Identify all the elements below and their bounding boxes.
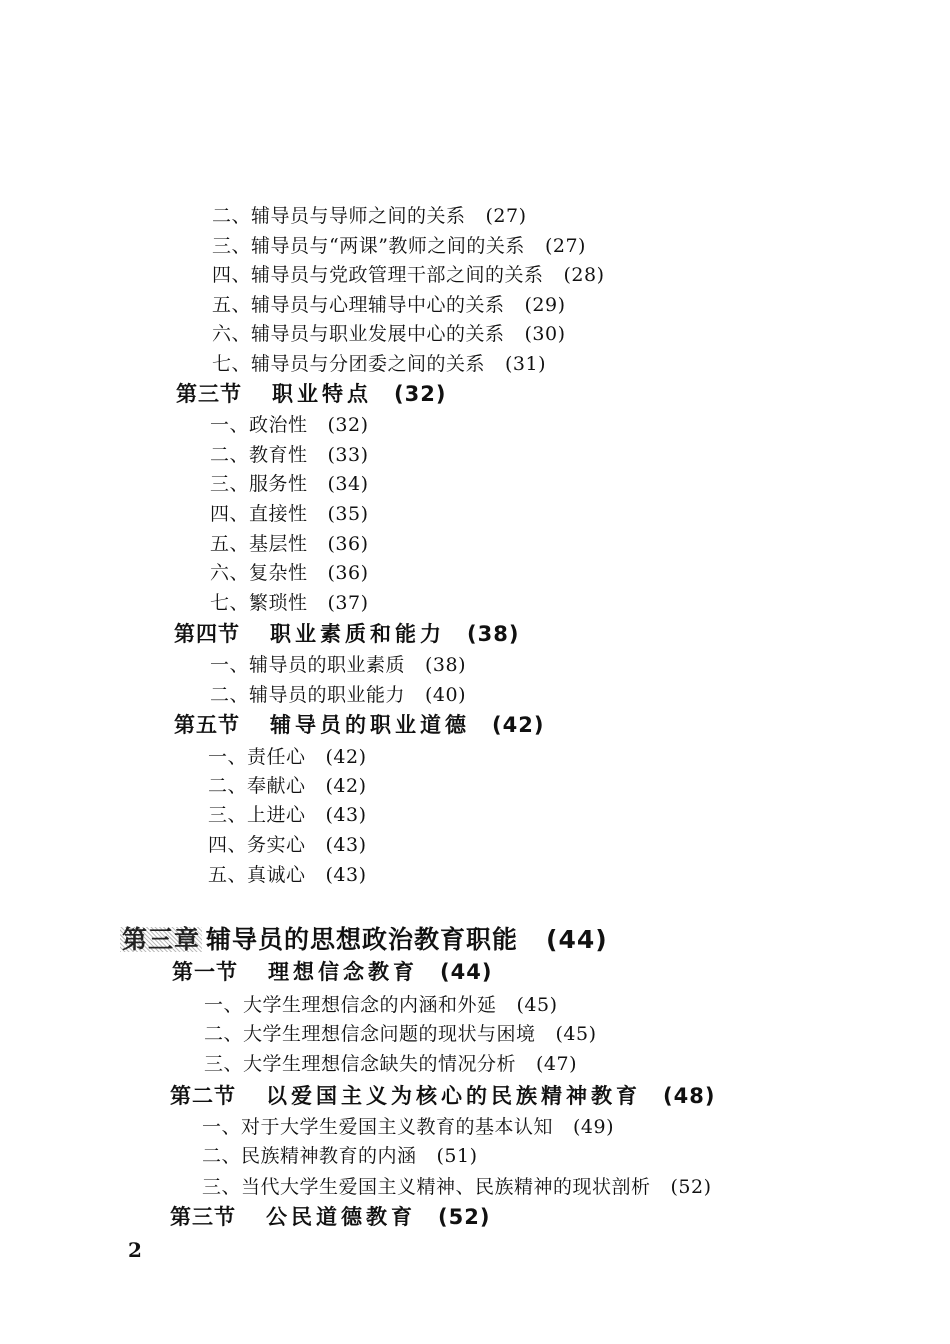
toc-item bbox=[208, 748, 367, 767]
toc-item-label: 一、大学生理想信念的内涵和外延 bbox=[204, 994, 497, 1016]
toc-item-page: (29) bbox=[524, 294, 566, 316]
toc-item-label: 三、当代大学生爱国主义精神、民族精神的现状剖析 bbox=[202, 1176, 651, 1198]
toc-item-page: (36) bbox=[327, 562, 369, 584]
toc-section-heading bbox=[170, 1207, 490, 1228]
section-label: 第三节 bbox=[176, 382, 242, 406]
toc-item bbox=[202, 1178, 712, 1197]
toc-item bbox=[208, 866, 367, 885]
toc-item-page: (45) bbox=[516, 994, 558, 1016]
section-title: 公民道德教育 bbox=[266, 1205, 416, 1229]
toc-item-page: (42) bbox=[325, 746, 367, 768]
toc-item bbox=[210, 505, 369, 524]
toc-section-heading bbox=[170, 1086, 715, 1107]
toc-item-label: 一、政治性 bbox=[210, 414, 308, 436]
section-label: 第一节 bbox=[172, 960, 238, 984]
toc-item-page: (45) bbox=[555, 1023, 597, 1045]
toc-item-page: (37) bbox=[327, 592, 369, 614]
page-number: 2 bbox=[128, 1238, 142, 1262]
toc-item-label: 四、辅导员与党政管理干部之间的关系 bbox=[212, 264, 544, 286]
toc-item-page: (28) bbox=[563, 264, 605, 286]
section-page: (32) bbox=[394, 382, 447, 406]
toc-item-label: 四、直接性 bbox=[210, 503, 308, 525]
toc-item-label: 一、责任心 bbox=[208, 746, 306, 768]
toc-item bbox=[212, 296, 566, 315]
section-title: 职业特点 bbox=[272, 382, 372, 406]
section-title: 职业素质和能力 bbox=[270, 622, 445, 646]
toc-item-page: (43) bbox=[325, 834, 367, 856]
toc-item-label: 七、繁琐性 bbox=[210, 592, 308, 614]
toc-item-label: 二、教育性 bbox=[210, 444, 308, 466]
toc-item-page: (27) bbox=[485, 205, 527, 227]
toc-item-label: 三、辅导员与“两课”教师之间的关系 bbox=[212, 235, 525, 257]
toc-item-page: (47) bbox=[536, 1053, 578, 1075]
toc-section-heading bbox=[174, 624, 519, 645]
section-label: 第二节 bbox=[170, 1084, 236, 1108]
chapter-label: 第三章 bbox=[122, 925, 201, 954]
section-title: 以爱国主义为核心的民族精神教育 bbox=[266, 1084, 641, 1108]
toc-item bbox=[210, 686, 466, 705]
toc-item-page: (43) bbox=[325, 864, 367, 886]
toc-item bbox=[210, 594, 369, 613]
section-title: 理想信念教育 bbox=[268, 960, 418, 984]
toc-item-label: 一、辅导员的职业素质 bbox=[210, 654, 406, 676]
toc-chapter-heading bbox=[120, 927, 608, 952]
toc-item-page: (34) bbox=[327, 473, 369, 495]
toc-item bbox=[208, 777, 367, 796]
toc-item-label: 二、辅导员与导师之间的关系 bbox=[212, 205, 466, 227]
toc-item-page: (31) bbox=[505, 353, 547, 375]
toc-item-page: (49) bbox=[573, 1116, 615, 1138]
toc-section-heading bbox=[176, 384, 446, 405]
toc-item-label: 五、基层性 bbox=[210, 533, 308, 555]
toc-item-label: 二、辅导员的职业能力 bbox=[210, 684, 406, 706]
toc-item bbox=[210, 416, 369, 435]
toc-item-page: (43) bbox=[325, 804, 367, 826]
toc-item-label: 六、辅导员与职业发展中心的关系 bbox=[212, 323, 505, 345]
toc-item bbox=[204, 1025, 597, 1044]
toc-item-label: 二、奉献心 bbox=[208, 775, 306, 797]
chapter-page: (44) bbox=[546, 925, 608, 954]
toc-item-page: (32) bbox=[327, 414, 369, 436]
toc-item bbox=[204, 996, 558, 1015]
toc-item-page: (42) bbox=[325, 775, 367, 797]
section-page: (42) bbox=[492, 713, 545, 737]
toc-item bbox=[202, 1118, 614, 1137]
toc-item bbox=[212, 207, 527, 226]
toc-item bbox=[212, 325, 566, 344]
toc-item-page: (52) bbox=[670, 1176, 712, 1198]
toc-section-heading bbox=[174, 715, 544, 736]
toc-item-label: 四、务实心 bbox=[208, 834, 306, 856]
toc-item-page: (33) bbox=[327, 444, 369, 466]
toc-item-page: (35) bbox=[327, 503, 369, 525]
toc-item-label: 三、大学生理想信念缺失的情况分析 bbox=[204, 1053, 517, 1075]
toc-item-page: (51) bbox=[436, 1145, 478, 1167]
toc-item-label: 一、对于大学生爱国主义教育的基本认知 bbox=[202, 1116, 554, 1138]
toc-section-heading bbox=[172, 962, 492, 983]
section-label: 第三节 bbox=[170, 1205, 236, 1229]
toc-item-label: 六、复杂性 bbox=[210, 562, 308, 584]
toc-item bbox=[204, 1055, 577, 1074]
section-page: (38) bbox=[467, 622, 520, 646]
toc-item bbox=[210, 535, 369, 554]
section-page: (48) bbox=[663, 1084, 716, 1108]
toc-item bbox=[202, 1147, 478, 1166]
toc-item-label: 五、辅导员与心理辅导中心的关系 bbox=[212, 294, 505, 316]
toc-item bbox=[212, 355, 546, 374]
chapter-title: 辅导员的思想政治教育职能 bbox=[206, 925, 519, 954]
toc-item-page: (27) bbox=[544, 235, 586, 257]
toc-item bbox=[212, 266, 605, 285]
toc-item bbox=[212, 237, 586, 256]
section-page: (52) bbox=[438, 1205, 491, 1229]
toc-item-page: (30) bbox=[524, 323, 566, 345]
toc-item-label: 三、服务性 bbox=[210, 473, 308, 495]
toc-item bbox=[210, 564, 369, 583]
toc-item bbox=[208, 806, 367, 825]
toc-item bbox=[210, 446, 369, 465]
toc-item-label: 二、大学生理想信念问题的现状与困境 bbox=[204, 1023, 536, 1045]
toc-item bbox=[208, 836, 367, 855]
toc-item-label: 二、民族精神教育的内涵 bbox=[202, 1145, 417, 1167]
toc-item bbox=[210, 656, 466, 675]
toc-item-label: 三、上进心 bbox=[208, 804, 306, 826]
section-title: 辅导员的职业道德 bbox=[270, 713, 470, 737]
toc-item-page: (36) bbox=[327, 533, 369, 555]
toc-item-page: (38) bbox=[425, 654, 467, 676]
toc-item-label: 五、真诚心 bbox=[208, 864, 306, 886]
section-label: 第四节 bbox=[174, 622, 240, 646]
section-page: (44) bbox=[440, 960, 493, 984]
section-label: 第五节 bbox=[174, 713, 240, 737]
toc-item bbox=[210, 475, 369, 494]
toc-item-label: 七、辅导员与分团委之间的关系 bbox=[212, 353, 486, 375]
toc-item-page: (40) bbox=[425, 684, 467, 706]
